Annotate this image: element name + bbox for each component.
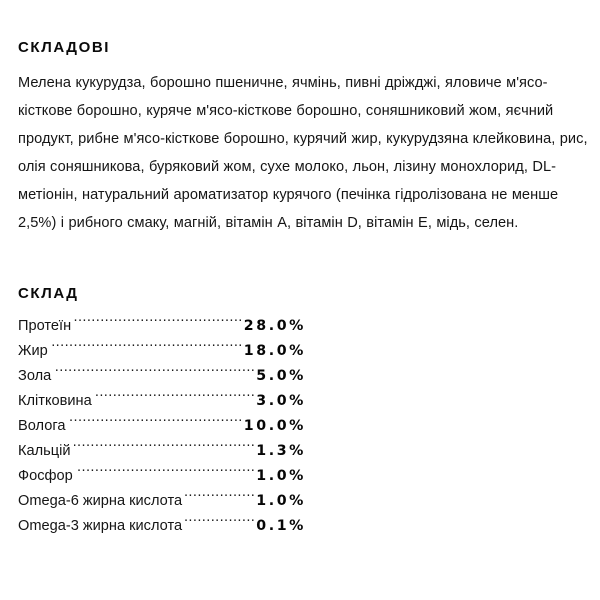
nutrient-label: Кальцій [18,443,71,460]
dot-leader [68,414,242,430]
analysis-row [18,339,306,364]
guaranteed-analysis-list [18,314,338,539]
nutrient-value: 1.3% [256,443,306,460]
dot-leader [95,389,256,405]
nutrient-label: Волога [18,418,66,435]
nutrient-value: 1.0% [256,468,306,485]
nutrient-value: 1.0% [256,493,306,510]
analysis-row [18,389,306,414]
dot-leader [74,314,243,330]
ingredients-heading: СКЛАДОВІ [18,39,111,57]
nutrient-label: Протеїн [18,318,72,335]
dot-leader [54,364,255,380]
dot-leader [74,439,256,455]
ingredients-body-text: Мелена кукурудза, борошно пшеничне, ячмінь, пивні дріжджі, яловиче м'ясо-кісткове борошно, куряче м'ясо-кісткове борошно, соняшниковий жом, яєчний продукт, рибне м'ясо-кісткове борошно, курячий жир, кукурудзяна клейковина, рис, олія соняшникова, буряковий жом, сухе молоко, льон, лізину монохлорид, DL-метіонін, натуральний ароматизатор курячого (печінка гідролізована не менше 2,5%) і рибного смаку, магній, вітамін A, вітамін D, вітамін E, мідь, селен. [18,75,588,232]
analysis-row [18,364,306,389]
nutrient-value: 5.0% [256,368,306,385]
dot-leader [185,489,255,505]
analysis-heading: СКЛАД [18,285,79,303]
dot-leader [76,464,256,480]
nutrient-value: 10.0% [243,418,306,435]
nutrient-label: Жир [18,343,48,360]
nutrient-value: 3.0% [256,393,306,410]
analysis-row [18,314,306,339]
nutrient-label: Фосфор [18,468,73,485]
nutrient-label: Клітковина [18,393,92,410]
analysis-section [18,274,338,555]
nutrient-value: 0.1% [256,518,306,535]
ingredients-section [18,28,596,252]
analysis-row [18,514,306,539]
nutrient-value: 28.0% [243,318,306,335]
nutrient-label: Зола [18,368,52,385]
analysis-row [18,489,306,514]
analysis-row [18,464,306,489]
nutrient-label: Omega-6 жирна кислота [18,493,183,510]
analysis-row [18,414,306,439]
dot-leader [51,339,243,355]
nutrient-label: Omega-3 жирна кислота [18,518,183,535]
dot-leader [185,514,255,530]
analysis-row [18,439,306,464]
nutrient-value: 18.0% [243,343,306,360]
